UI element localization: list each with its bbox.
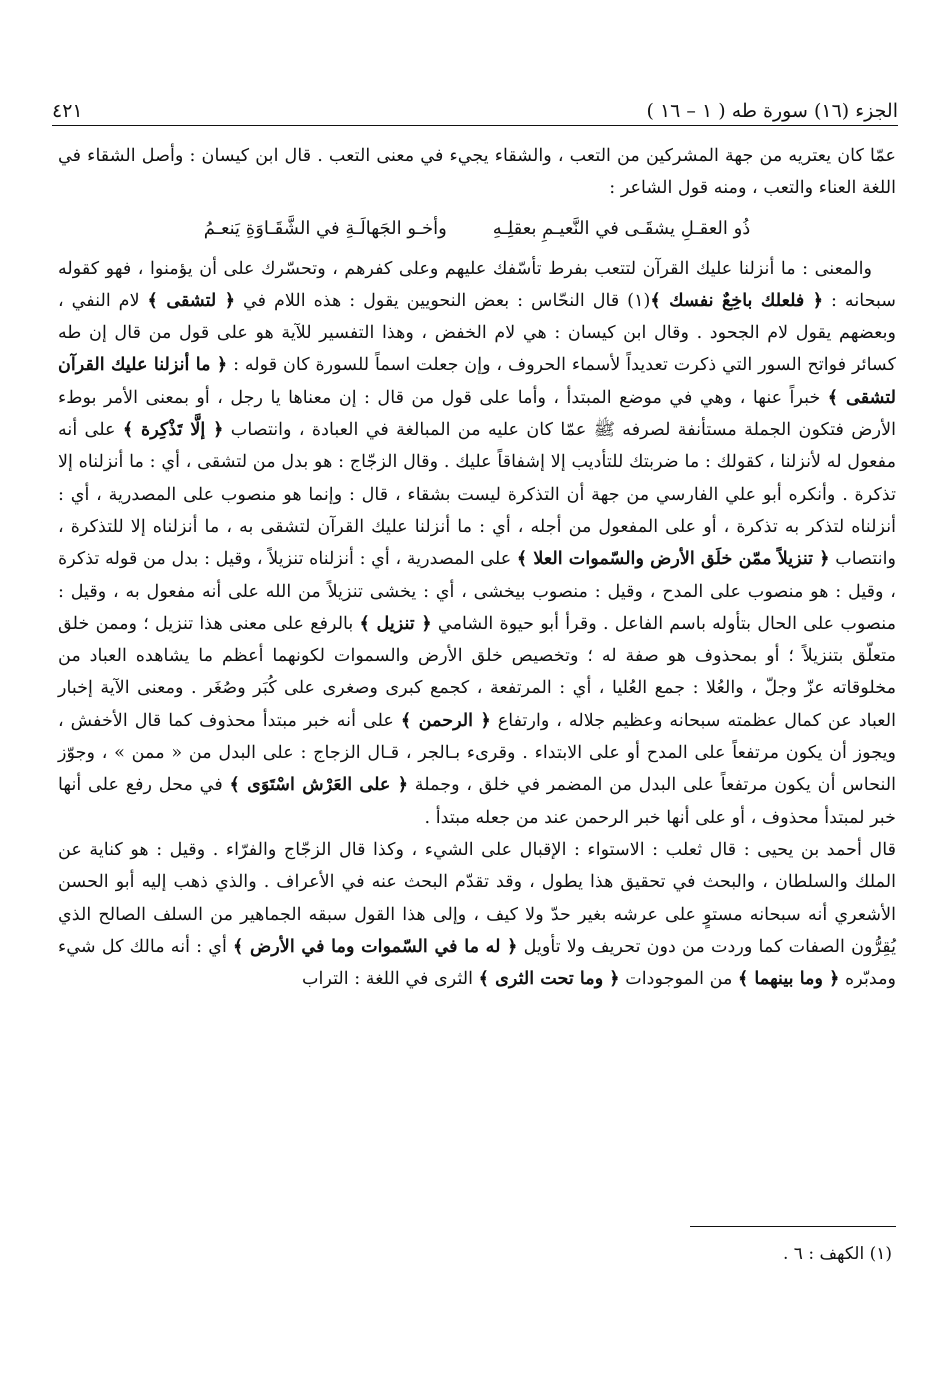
quran-quote: ﴿ على العَرْش اسْتَوَى ﴾ — [229, 774, 409, 796]
text-run: على المصدرية ، أي : أنزلناه تنزيلاً ، وقيل : بدل من قوله تذكرة ، وقيل : هو منصوب على المدح ، وقيل : منصوب بيخشى ، أي : يخشى تنزيلاً من الله على أنه مفعول به ، وقيل : منصوب على الحال بتأوله باسم الفاعل . وقرأ أبو حيوة الشامي — [58, 549, 896, 634]
footnote: (١) الكهف : ٦ . — [782, 1244, 892, 1264]
quran-quote: ﴿ وما بينهما ﴾ — [737, 968, 840, 990]
quran-quote: ﴿ الرحمن ﴾ — [400, 709, 491, 731]
page-number: ٤٢١ — [52, 100, 83, 122]
section-title: الجزء (١٦) سورة طه ( ١ – ١٦ ) — [646, 100, 898, 122]
main-text — [58, 140, 896, 995]
quran-quote: ﴿ فلعلك باخِعٌ نفسك ﴾ — [650, 289, 824, 311]
verse-hemistich-second: وأخـو الجَهالَـةِ في الشَّقَـاوَةِ يَنعـمُ — [203, 217, 447, 239]
text-run: على أنه مفعول له لأنزلنا ، كقولك : ما ضربتك للتأديب إلا إشفاقاً عليك . وقال الزجّاج : هو بدل من لتشقى ، أي : ما أنزلناه إلا تذكرة . وأنكره أبو علي الفارسي من جهة أن التذكرة ليست بشقاء ، قال : وإنما هو منصوب على المصدرية ، أي : أنزلناه لتذكر به تذكرة ، أو على المفعول من أجله ، أي : ما أنزلنا عليك القرآن لتشقى به ، ما أنزلناه إلا للتذكرة ، وانتصاب — [58, 420, 896, 570]
quran-quote: ﴿ إلَّا تَذْكِرة ﴾ — [122, 419, 224, 441]
paragraph: عمّا كان يعتريه من جهة المشركين من التعب ، والشقاء يجيء في معنى التعب . قال ابن كيسان : وأصل الشقاء في اللغة العناء والتعب ، ومنه قول الشاعر : — [58, 146, 896, 199]
quran-quote: ﴿ ما أنزلنا عليك القرآن لتشقى ﴾ — [58, 354, 896, 408]
text-run: لام النفي ، وبعضهم يقول لام الجحود . وقال ابن كيسان : هي لام الخفض ، وهذا التفسير للآية هو على قول من قال إن طه كسائر فواتح السور التي ذكرت تعديداً لأسماء الحروف ، وإن جعلت اسماً للسورة كان قوله : — [58, 290, 896, 376]
text-run: قال أحمد بن يحيى : قال ثعلب : الاستواء : الإقبال على الشيء ، وكذا قال الزجّاج والفرّاء . وقيل : هو كناية عن الملك والسلطان ، والبحث في تحقيق هذا يطول ، وقد تقدّم البحث عنه في الأعراف . والذي ذهب إليه أبو الحسن الأشعري أنه سبحانه مستوٍ على عرشه بغير حدّ ولا كيف ، وإلى هذا القول سبقه الجماهير من السلف الصالح الذي يُقِرُّون الصفات كما وردت من دون تحريف ولا تأويل — [58, 839, 896, 957]
text-run: (١) قال النحّاس : بعض النحويين يقول : هذه اللام في — [235, 290, 651, 311]
text-run: والمعنى : ما أنزلنا عليك القرآن لتتعب بفرط تأسّفك عليهم وعلى كفرهم ، وتحسّرك على أن يؤمنوا ، فهو كقوله سبحانه : — [58, 258, 896, 311]
text-run: بالرفع على معنى هذا تنزيل ؛ وممن خلق متعلّق بتنزيلاً ؛ أو بمحذوف هو صفة له ؛ وتخصيص خلق الأرض والسموات لكونهما أعظم ما يشاهده العباد من مخلوقاته عزّ وجلّ ، والعُلا : جمع العُليا ، أي : المرتفعة ، كجمع كبرى وصغرى على كُبَر وصُغَر . ومعنى الآية إخبار العباد عن كمال عظمته سبحانه وعظيم جلاله ، وارتفاع — [58, 613, 896, 731]
poetry-verse — [58, 205, 896, 253]
paragraph — [58, 253, 896, 834]
text-run: الثرى في اللغة : التراب — [301, 969, 479, 990]
running-header — [52, 94, 898, 126]
text-run: على أنه خبر مبتدأ محذوف كما قال الأخفش ، ويجوز أن يكون مرتفعاً على المدح أو على الابتداء . وقرىء بـالجر ، قـال الزجاج : على البدل من « ممن » ، وجوّز النحاس أن يكون مرتفعاً على البدل من المضمر في خلق ، وجملة — [58, 710, 897, 796]
paragraph — [58, 834, 896, 995]
quran-quote: ﴿ وما تحت الثرى ﴾ — [478, 968, 620, 990]
text-run: من الموجودات — [619, 969, 738, 990]
text-run: أي : أنه مالك كل شيء ومدبّره — [58, 936, 896, 990]
footnote-divider — [690, 1226, 896, 1227]
verse-hemistich-first: ذُو العقـلِ يشقَـى في النَّعيـمِ بعقلِـهِ — [492, 217, 751, 239]
quran-quote: ﴿ له ما في السّموات وما في الأرض ﴾ — [233, 935, 518, 957]
text-run: خبراً عنها ، وهي في موضع المبتدأ ، وأما على قول من قال : إن معناها يا رجل ، أو بمعنى الأمر بوطء الأرض فتكون الجملة مستأنفة لصرفه ﷺ عمّا كان عليه من المبالغة في العبادة ، وانتصاب — [58, 387, 896, 441]
quran-quote: ﴿ تنزيل ﴾ — [359, 612, 432, 634]
quran-quote: ﴿ لتشقى ﴾ — [147, 289, 236, 311]
text-run: في محل رفع على أنها خبر لمبتدأ محذوف ، أو على أنها خبر الرحمن عند من جعله مبتدأ . — [58, 775, 896, 828]
quran-quote: ﴿ تنزيلاً ممّن خلَق الأرض والسّموات العلا ﴾ — [516, 548, 830, 570]
